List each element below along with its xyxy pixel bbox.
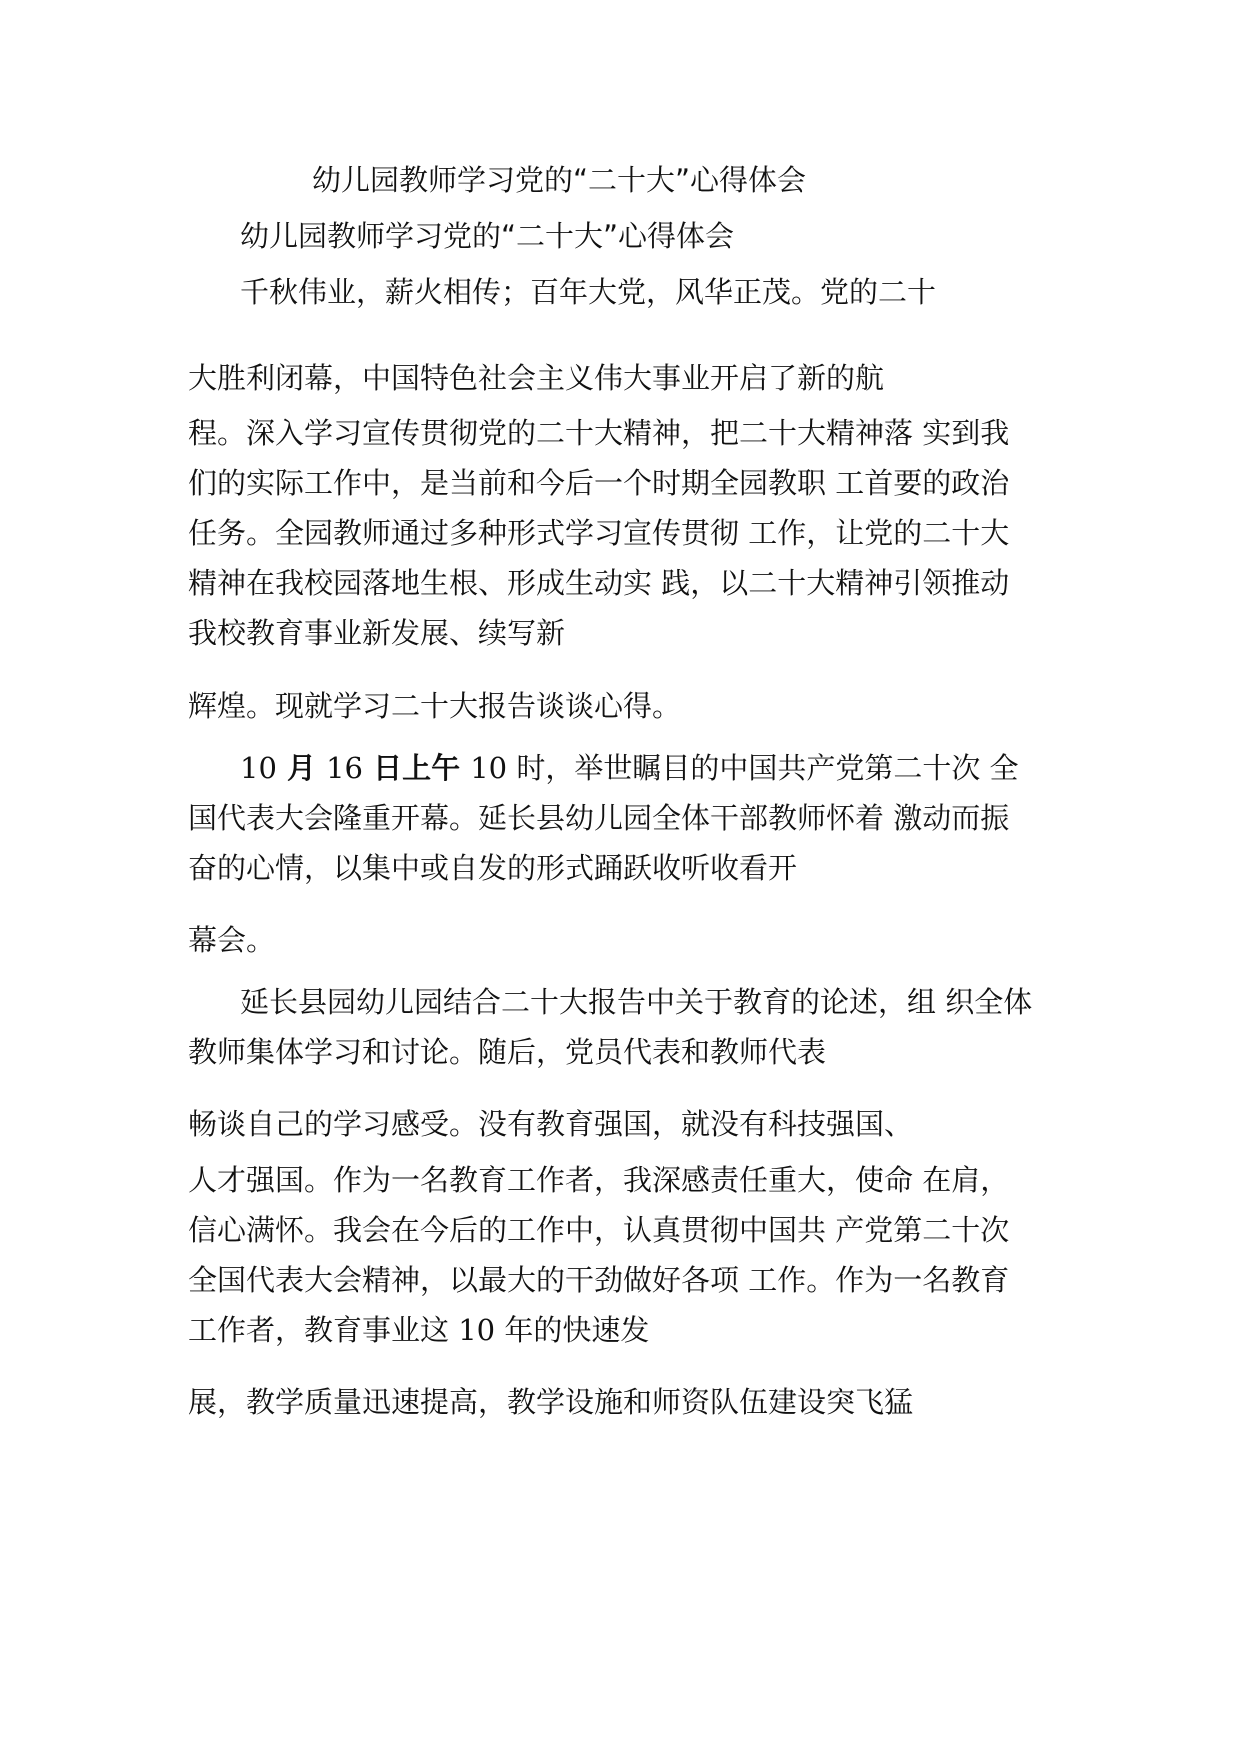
month-unit: 月 bbox=[276, 751, 327, 785]
day-number: 16 bbox=[326, 751, 364, 785]
paragraph-line: 大胜利闭幕，中国特色社会主义伟大事业开启了新的航 bbox=[188, 361, 885, 395]
growth-line-suffix: 年的快速发 bbox=[495, 1313, 650, 1347]
paragraph-line: 国代表大会隆重开幕。延长县幼儿园全体干部教师怀着 激动而振 bbox=[188, 801, 1010, 835]
paragraph-line: 程。深入学习宣传贯彻党的二十大精神，把二十大精神落 实到我 bbox=[188, 416, 1010, 450]
month-number: 10 bbox=[240, 751, 277, 785]
paragraph-line: 奋的心情，以集中或自发的形式踊跃收听收看开 bbox=[188, 851, 798, 885]
paragraph-line: 畅谈自己的学习感受。没有教育强国，就没有科技强国、 bbox=[188, 1107, 914, 1141]
document-title: 幼儿园教师学习党的“二十大”心得体会 bbox=[312, 163, 807, 197]
paragraph-line: 幕会。 bbox=[188, 923, 276, 957]
document-subtitle: 幼儿园教师学习党的“二十大”心得体会 bbox=[240, 219, 735, 253]
paragraph-line: 信心满怀。我会在今后的工作中，认真贯彻中国共 产党第二十次 bbox=[188, 1213, 1010, 1247]
paragraph-line: 全国代表大会精神，以最大的干劲做好各项 工作。作为一名教育 bbox=[188, 1263, 1010, 1297]
paragraph-line: 们的实际工作中，是当前和今后一个时期全园教职 工首要的政治 bbox=[188, 466, 1010, 500]
paragraph-line: 教师集体学习和讨论。随后，党员代表和教师代表 bbox=[188, 1035, 827, 1069]
growth-line-number: 10 bbox=[458, 1313, 496, 1347]
hour-number: 10 bbox=[470, 751, 508, 785]
date-line-rest: 时，举世瞩目的中国共产党第二十次 全 bbox=[507, 751, 1019, 785]
paragraph-line: 精神在我校园落地生根、形成生动实 践，以二十大精神引领推动 bbox=[188, 566, 1010, 600]
day-unit: 日上午 bbox=[363, 751, 471, 785]
paragraph-line: 我校教育事业新发展、续写新 bbox=[188, 616, 566, 650]
growth-line-prefix: 工作者，教育事业这 bbox=[188, 1313, 459, 1347]
paragraph-line: 展，教学质量迅速提高，教学设施和师资队伍建设突飞猛 bbox=[188, 1385, 914, 1419]
paragraph-line: 延长县园幼儿园结合二十大报告中关于教育的论述，组 织全体 bbox=[240, 985, 1033, 1019]
paragraph-line: 人才强国。作为一名教育工作者，我深感责任重大，使命 在肩， bbox=[188, 1163, 1010, 1197]
paragraph-line: 辉煌。现就学习二十大报告谈谈心得。 bbox=[188, 689, 682, 723]
paragraph-line: 千秋伟业，薪火相传；百年大党，风华正茂。党的二十 bbox=[240, 275, 937, 309]
date-line bbox=[240, 748, 1019, 788]
paragraph-line: 任务。全园教师通过多种形式学习宣传贯彻 工作，让党的二十大 bbox=[188, 516, 1010, 550]
growth-line bbox=[188, 1310, 649, 1350]
